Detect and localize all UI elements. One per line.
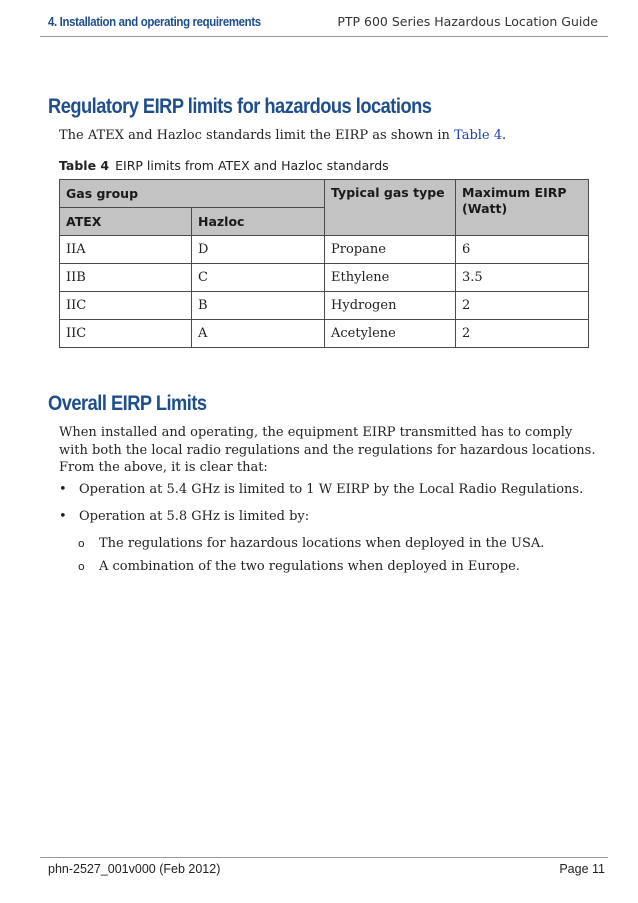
bullet-marker: • [59,509,67,524]
sub-bullet-text: The regulations for hazardous locations when deployed in the USA. [99,536,545,551]
cell-atex: IIC [60,320,192,348]
header-guide-title: PTP 600 Series Hazardous Location Guide [337,14,598,29]
intro-period: . [502,128,507,143]
table-row [60,320,589,348]
table-caption [59,158,389,173]
list-item [59,481,583,498]
header-divider [40,36,608,37]
cell-atex: IIA [60,236,192,264]
header-hazloc: Hazloc [192,208,325,236]
table-caption-label: Table 4 [59,158,110,173]
section1-intro [59,127,597,145]
header-gas-group: Gas group [60,180,325,208]
cell-max-eirp: 6 [456,236,589,264]
cell-atex: IIC [60,292,192,320]
sub-bullet-marker: o [78,560,85,573]
footer-doc-id: phn-2527_001v000 (Feb 2012) [48,862,221,876]
table-4-link[interactable]: Table 4 [454,128,503,143]
cell-max-eirp: 2 [456,292,589,320]
header-max-eirp: Maximum EIRP (Watt) [456,180,589,236]
cell-gas-type: Propane [325,236,456,264]
cell-hazloc: A [192,320,325,348]
header-atex: ATEX [60,208,192,236]
sub-list-item [78,535,544,552]
table-row [60,292,589,320]
table-caption-text: EIRP limits from ATEX and Hazloc standards [115,158,389,173]
intro-text: The ATEX and Hazloc standards limit the EIRP as shown in [59,128,455,143]
header-gas-type: Typical gas type [325,180,456,236]
header-chapter: 4. Installation and operating requirements [48,14,261,29]
cell-hazloc: B [192,292,325,320]
cell-atex: IIB [60,264,192,292]
cell-hazloc: C [192,264,325,292]
cell-gas-type: Ethylene [325,264,456,292]
sub-bullet-text: A combination of the two regulations when deployed in Europe. [99,559,520,574]
bullet-text: Operation at 5.8 GHz is limited by: [79,509,310,524]
eirp-limits-table [59,179,589,348]
bullet-marker: • [59,482,67,497]
cell-gas-type: Hydrogen [325,292,456,320]
bullet-text: Operation at 5.4 GHz is limited to 1 W EIRP by the Local Radio Regulations. [79,482,584,497]
cell-gas-type: Acetylene [325,320,456,348]
cell-max-eirp: 2 [456,320,589,348]
table-row [60,264,589,292]
footer-divider [40,857,608,858]
list-item [59,508,309,525]
sub-bullet-marker: o [78,537,85,550]
section-title-regulatory-eirp: Regulatory EIRP limits for hazardous locations [48,94,432,118]
footer-page-number: Page 11 [559,862,605,876]
section2-paragraph: When installed and operating, the equipment EIRP transmitted has to comply with both the local radio regulations and the regulations for hazardous locations. From the above, it is clear that: [59,425,596,475]
cell-hazloc: D [192,236,325,264]
cell-max-eirp: 3.5 [456,264,589,292]
table-header-row [60,180,589,208]
table-row [60,236,589,264]
section-title-overall-eirp: Overall EIRP Limits [48,391,207,415]
sub-list-item [78,558,520,575]
